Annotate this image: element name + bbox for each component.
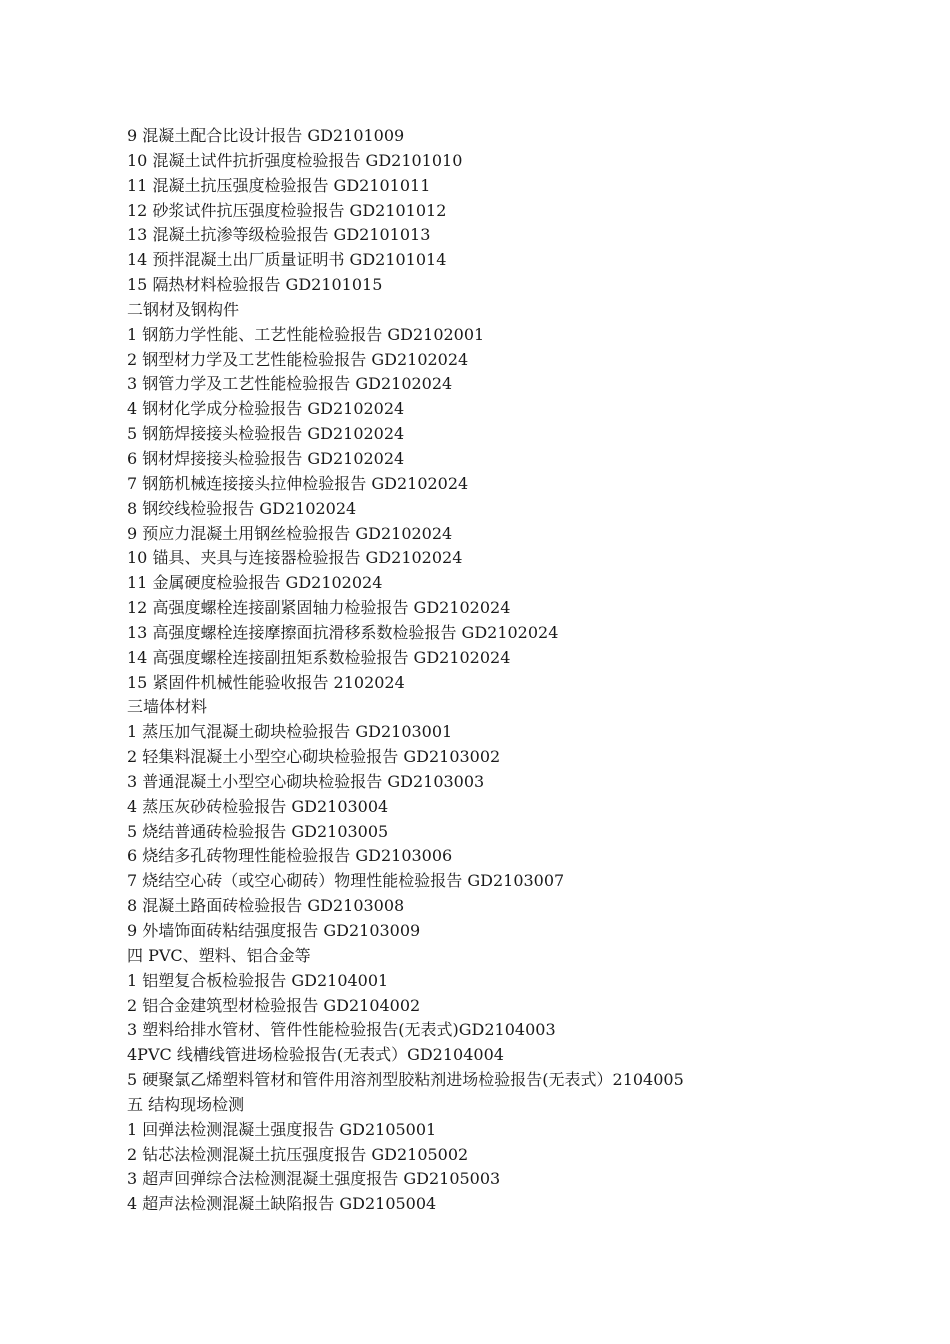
list-item: 13 高强度螺栓连接摩擦面抗滑移系数检验报告 GD2102024 (127, 622, 559, 642)
list-item: 11 金属硬度检验报告 GD2102024 (127, 573, 383, 593)
list-item: 7 钢筋机械连接接头拉伸检验报告 GD2102024 (127, 473, 469, 493)
list-item: 2 钢型材力学及工艺性能检验报告 GD2102024 (127, 349, 469, 369)
list-item: 6 钢材焊接接头检验报告 GD2102024 (127, 448, 405, 468)
list-item: 1 钢筋力学性能、工艺性能检验报告 GD2102001 (127, 324, 485, 344)
list-item: 7 烧结空心砖（或空心砌砖）物理性能检验报告 GD2103007 (127, 871, 565, 891)
list-item: 2 轻集料混凝土小型空心砌块检验报告 GD2103002 (127, 747, 501, 767)
list-item: 3 普通混凝土小型空心砌块检验报告 GD2103003 (127, 771, 485, 791)
list-item: 5 钢筋焊接接头检验报告 GD2102024 (127, 424, 405, 444)
section-heading: 三墙体材料 (127, 697, 208, 717)
section-heading: 五 结构现场检测 (127, 1094, 245, 1114)
list-item: 10 锚具、夹具与连接器检验报告 GD2102024 (127, 548, 463, 568)
list-item: 9 外墙饰面砖粘结强度报告 GD2103009 (127, 921, 421, 940)
list-item: 10 混凝土试件抗折强度检验报告 GD2101010 (127, 150, 463, 170)
list-item: 8 钢绞线检验报告 GD2102024 (127, 498, 357, 518)
list-item: 1 铝塑复合板检验报告 GD2104001 (127, 970, 389, 990)
list-item: 12 砂浆试件抗压强度检验报告 GD2101012 (127, 200, 447, 220)
list-item: 2 铝合金建筑型材检验报告 GD2104002 (127, 995, 421, 1015)
list-item: 11 混凝土抗压强度检验报告 GD2101011 (127, 175, 431, 195)
section-heading: 四 PVC、塑料、铝合金等 (127, 945, 311, 965)
list-item: 3 钢管力学及工艺性能检验报告 GD2102024 (127, 374, 453, 394)
list-item: 14 高强度螺栓连接副扭矩系数检验报告 GD2102024 (127, 647, 511, 667)
list-item: 4 钢材化学成分检验报告 GD2102024 (127, 399, 405, 419)
list-item: 2 钻芯法检测混凝土抗压强度报告 GD2105002 (127, 1144, 469, 1164)
list-item: 4 蒸压灰砂砖检验报告 GD2103004 (127, 796, 389, 816)
list-item: 6 烧结多孔砖物理性能检验报告 GD2103006 (127, 846, 453, 866)
list-item: 4 超声法检测混凝土缺陷报告 GD2105004 (127, 1194, 437, 1214)
list-item: 15 隔热材料检验报告 GD2101015 (127, 275, 383, 295)
list-item: 14 预拌混凝土出厂质量证明书 GD2101014 (127, 250, 447, 270)
list-item: 1 蒸压加气混凝土砌块检验报告 GD2103001 (127, 722, 453, 742)
list-item: 15 紧固件机械性能验收报告 2102024 (127, 672, 405, 692)
list-item: 3 塑料给排水管材、管件性能检验报告(无表式)GD2104003 (127, 1020, 556, 1040)
list-item: 9 预应力混凝土用钢丝检验报告 GD2102024 (127, 523, 453, 543)
list-item: 9 混凝土配合比设计报告 GD2101009 (127, 126, 405, 145)
list-item: 13 混凝土抗渗等级检验报告 GD2101013 (127, 225, 431, 245)
list-item: 5 硬聚氯乙烯塑料管材和管件用溶剂型胶粘剂进场检验报告(无表式）2104005 (127, 1070, 684, 1090)
list-item: 1 回弹法检测混凝土强度报告 GD2105001 (127, 1119, 437, 1139)
list-item: 4PVC 线槽线管进场检验报告(无表式）GD2104004 (127, 1045, 504, 1065)
section-heading: 二钢材及钢构件 (127, 299, 240, 319)
list-item: 3 超声回弹综合法检测混凝土强度报告 GD2105003 (127, 1169, 501, 1189)
document-body (127, 124, 927, 1217)
list-item: 8 混凝土路面砖检验报告 GD2103008 (127, 896, 405, 916)
list-item: 5 烧结普通砖检验报告 GD2103005 (127, 821, 389, 841)
list-item: 12 高强度螺栓连接副紧固轴力检验报告 GD2102024 (127, 598, 511, 618)
